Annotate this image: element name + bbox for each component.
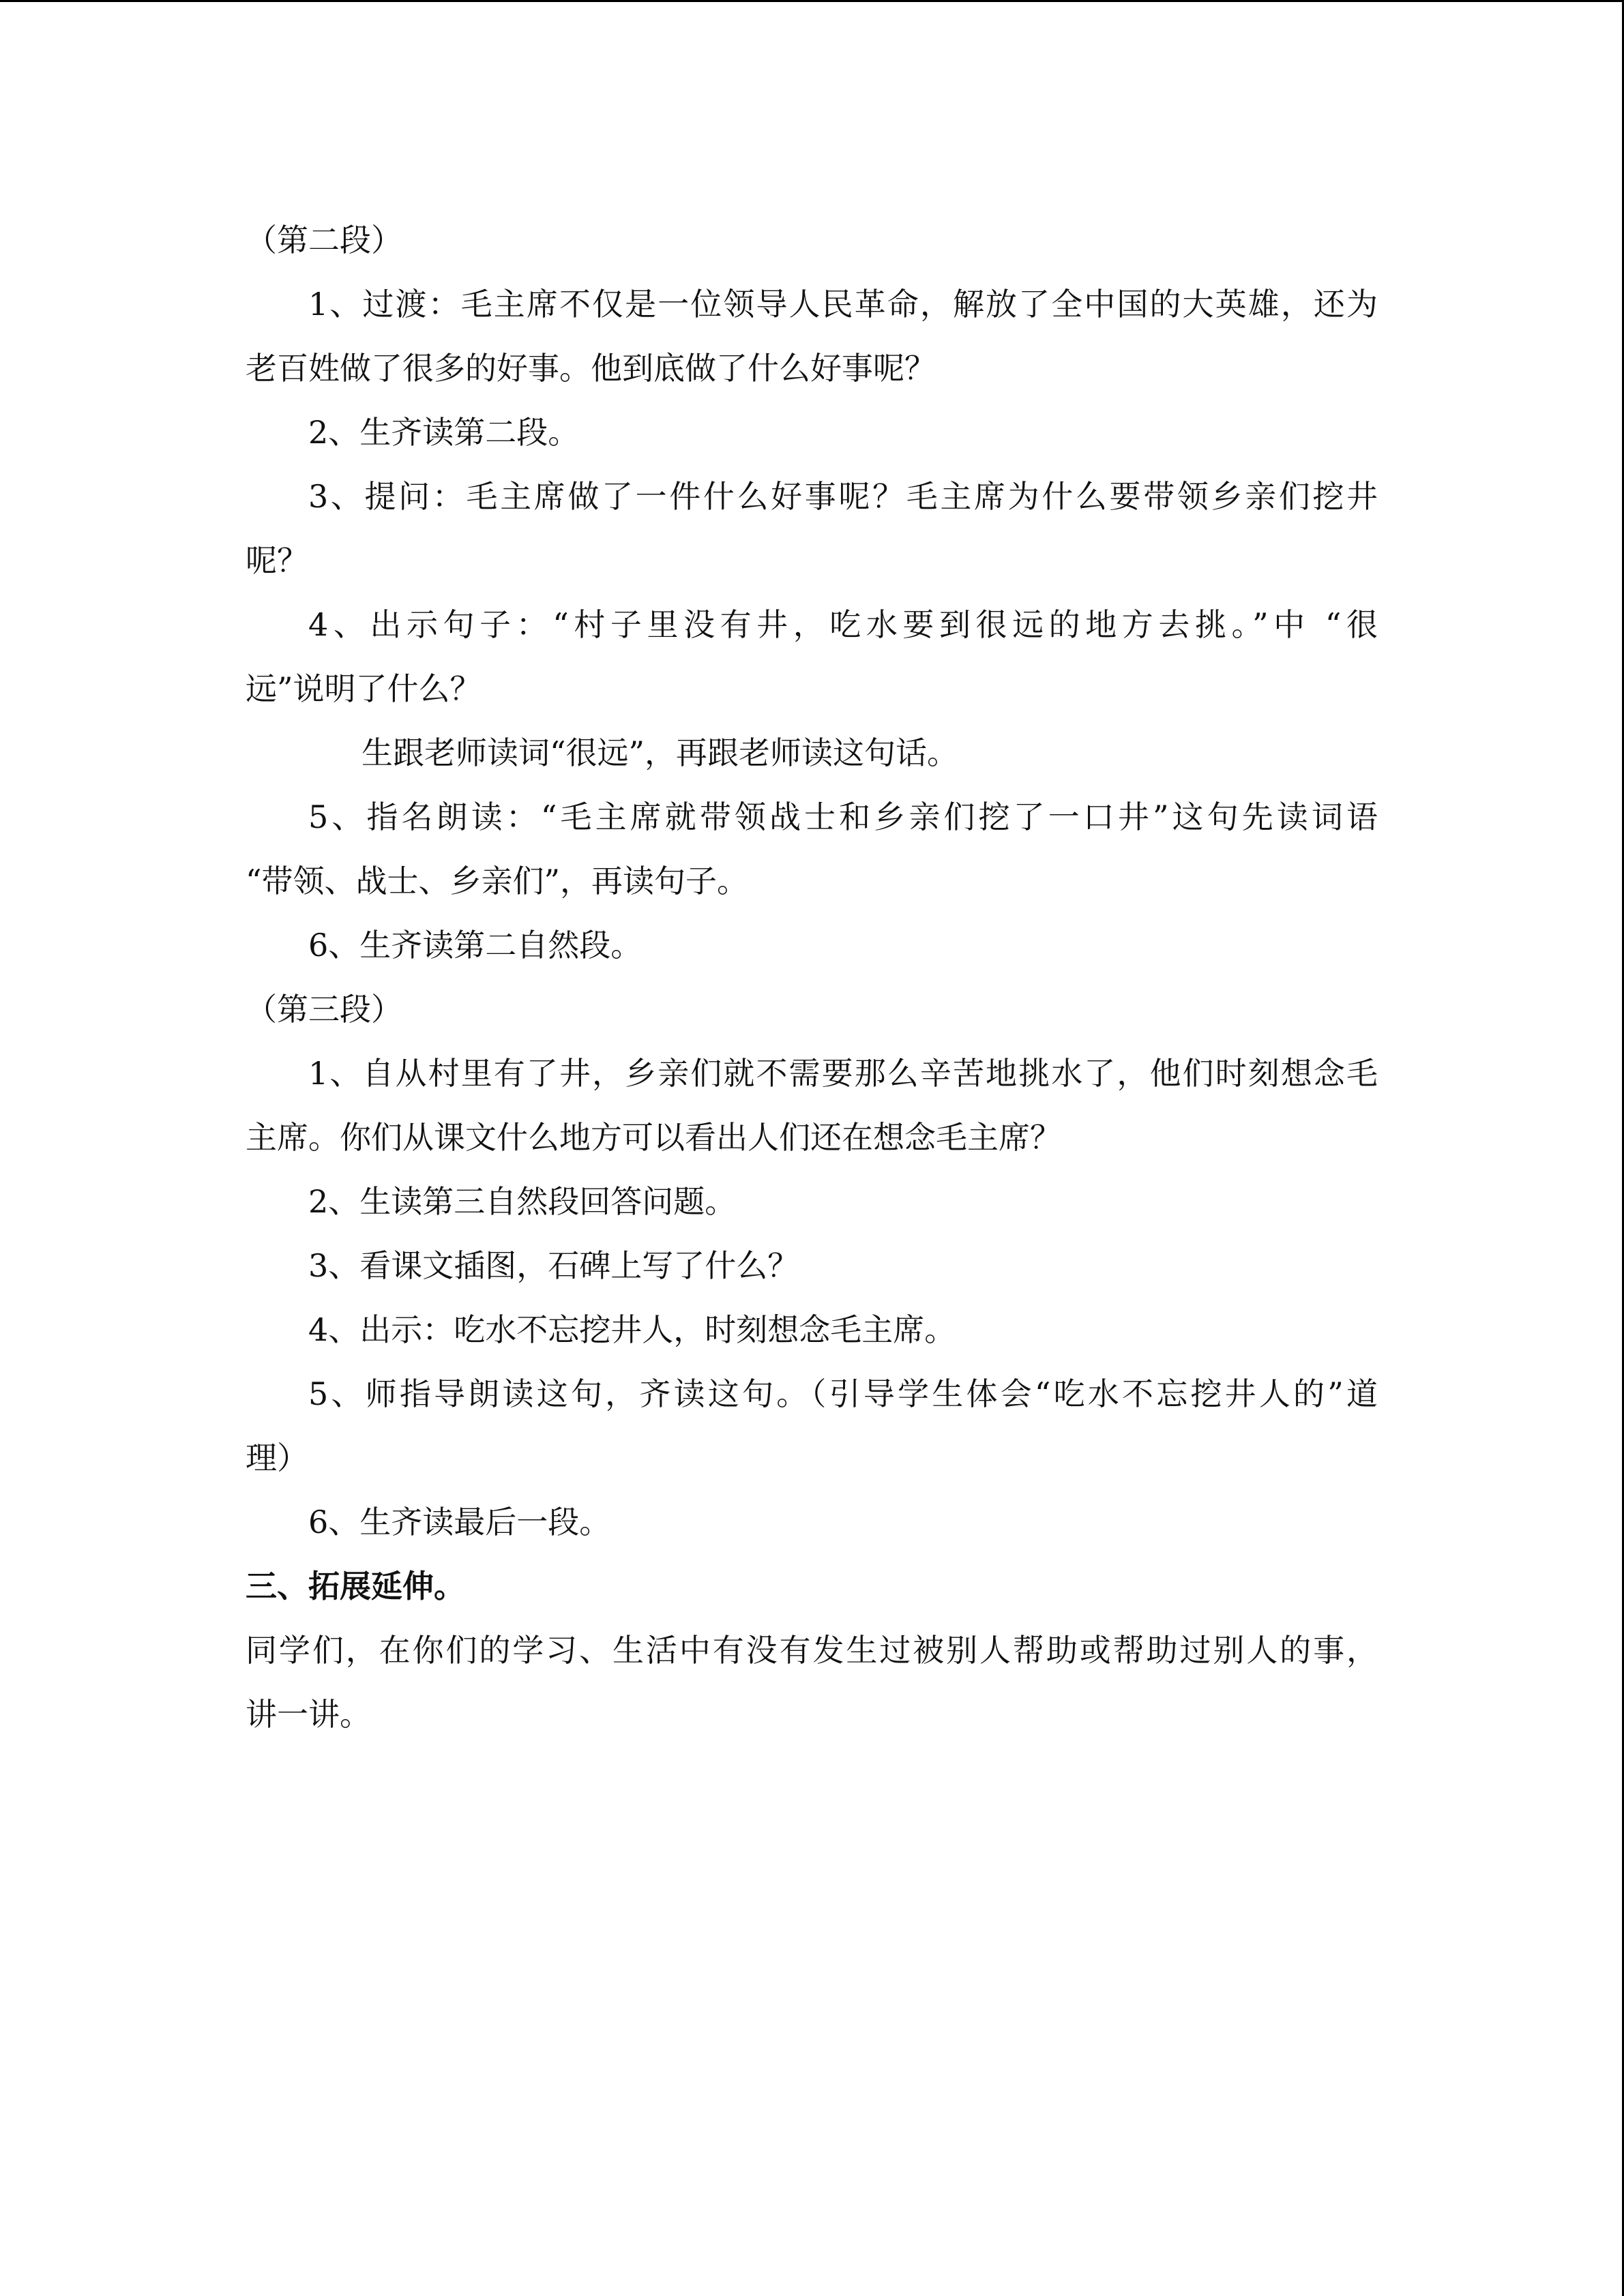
step-3-question-line-2: 呢？	[246, 542, 308, 579]
section-heading-paragraph-three: （第三段）	[246, 991, 402, 1028]
p3-step-5-line-2: 理）	[246, 1440, 308, 1476]
step-6-read-paragraph: 6、生齐读第二自然段。	[308, 927, 643, 964]
p3-step-4: 4、出示：吃水不忘挖井人，时刻想念毛主席。	[308, 1311, 956, 1348]
p3-step-1-line-2: 主席。你们从课文什么地方可以看出人们还在想念毛主席？	[246, 1119, 1061, 1156]
section-heading-paragraph-two: （第二段）	[246, 222, 402, 258]
step-1-transition-line-2: 老百姓做了很多的好事。他到底做了什么好事呢？	[246, 350, 936, 387]
step-5-reading-line-1: 5、指名朗读：“毛主席就带领战士和乡亲们挖了一口井”这句先读词语	[308, 799, 1378, 835]
step-1-transition-line-1: 1、过渡：毛主席不仅是一位领导人民革命，解放了全中国的大英雄，还为	[308, 286, 1378, 323]
extension-text-line-2: 讲一讲。	[246, 1696, 371, 1733]
p3-step-6: 6、生齐读最后一段。	[308, 1504, 611, 1540]
step-4-sentence-line-2: 远”说明了什么？	[246, 670, 482, 707]
p3-step-1-line-1: 1、自从村里有了井，乡亲们就不需要那么辛苦地挑水了，他们时刻想念毛	[308, 1055, 1378, 1092]
p3-step-2: 2、生读第三自然段回答问题。	[308, 1183, 737, 1220]
p3-step-3: 3、看课文插图，石碑上写了什么？	[308, 1247, 799, 1284]
page-top-border	[0, 0, 1624, 2]
p3-step-5-line-1: 5、师指导朗读这句，齐读这句。（引导学生体会“吃水不忘挖井人的”道	[308, 1375, 1378, 1412]
step-3-question-line-1: 3、提问：毛主席做了一件什么好事呢？毛主席为什么要带领乡亲们挖井	[308, 478, 1378, 515]
step-4-sentence-line-1: 4、出示句子：“村子里没有井，吃水要到很远的地方去挑。”中 “很	[308, 606, 1378, 643]
section-heading-extension: 三、拓展延伸。	[246, 1568, 465, 1605]
document-body	[246, 208, 1378, 1746]
step-5-reading-line-2: “带领、战士、乡亲们”，再读句子。	[246, 863, 749, 899]
extension-text-line-1: 同学们，在你们的学习、生活中有没有发生过被别人帮助或帮助过别人的事，	[246, 1632, 1378, 1669]
step-4-follow-read: 生跟老师读词“很远”，再跟老师读这句话。	[361, 734, 959, 771]
step-2-read-together: 2、生齐读第二段。	[308, 414, 580, 451]
